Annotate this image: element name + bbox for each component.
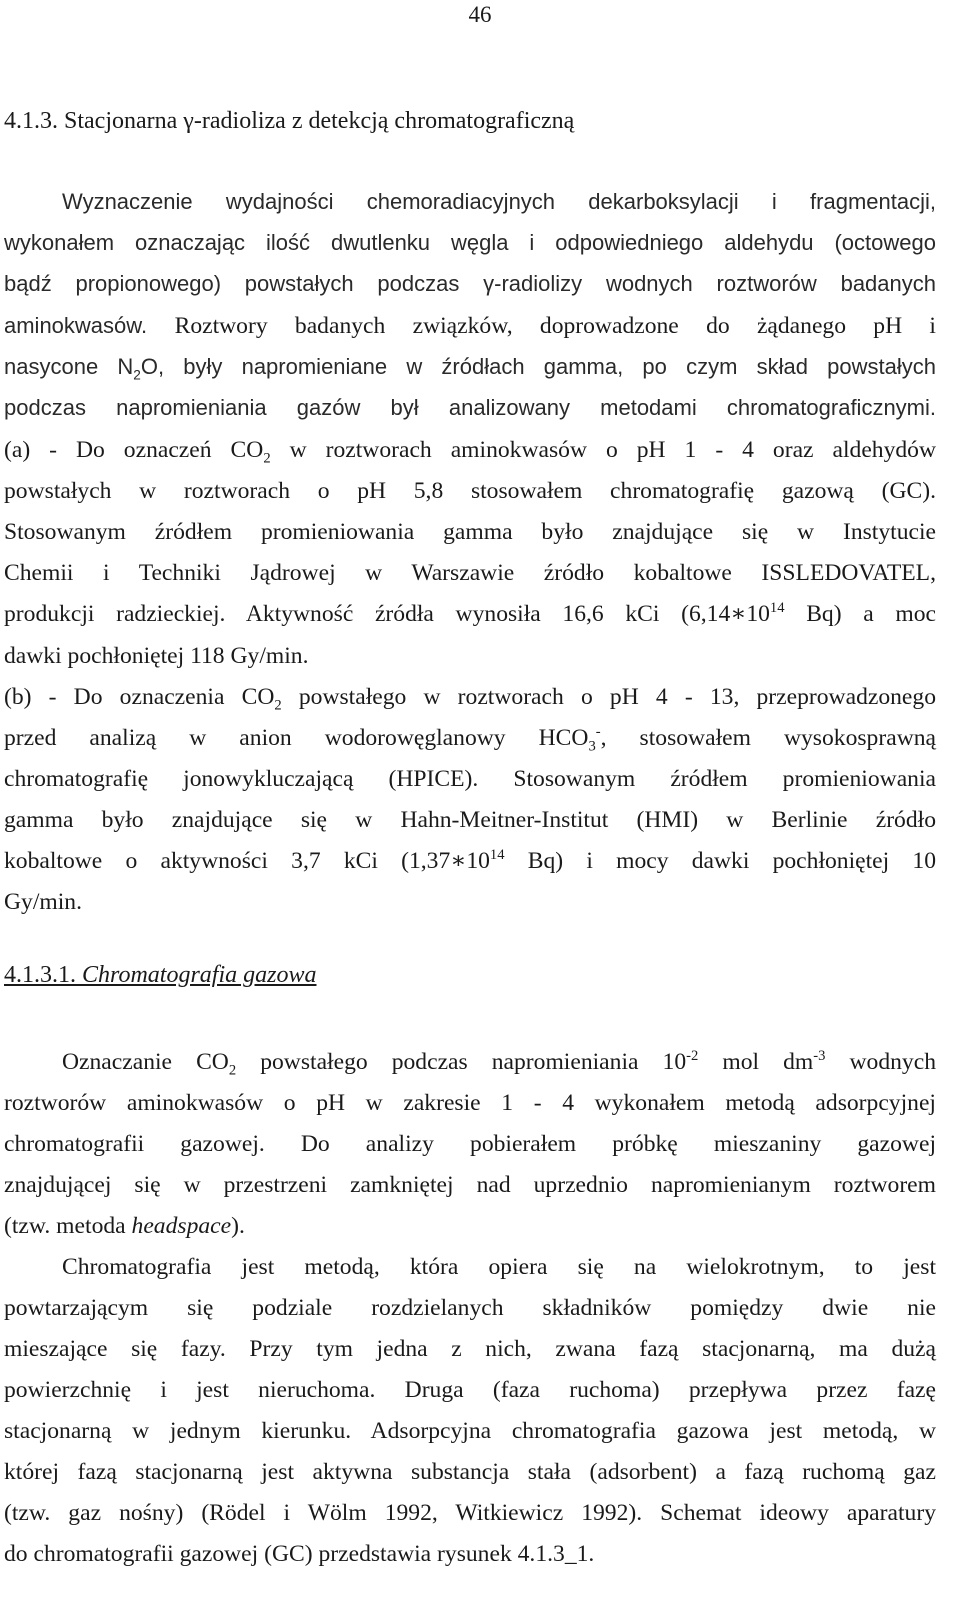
- superscript: -2: [686, 1048, 699, 1065]
- text-line: gamma było znajdujące się w Hahn-Meitner-Institut (HMI) w Berlinie źródło: [4, 807, 936, 833]
- superscript: 14: [489, 847, 505, 864]
- text-run: mol dm: [698, 1049, 814, 1075]
- text-line: [4, 594, 936, 634]
- text-line: chromatografię jonowykluczającą (HPICE). Stosowanym źródłem promieniowania: [4, 766, 936, 792]
- text-run: , stosowałem wysokosprawną: [600, 725, 936, 751]
- text-line: [4, 430, 936, 470]
- multiply-sign: ∗: [450, 848, 467, 874]
- text-run: 10: [746, 601, 770, 627]
- text-line: [4, 677, 936, 717]
- text-run: produkcji radzieckiej. Aktywność źródła wynosiła 16,6 kCi (6,14: [4, 601, 731, 627]
- text-run: 10: [466, 848, 490, 874]
- text-line: Gy/min.: [4, 889, 82, 915]
- text-run: (tzw. metoda: [4, 1213, 132, 1239]
- text-run: Oznaczanie CO: [62, 1049, 229, 1075]
- page-number: 46: [468, 2, 492, 27]
- text-run: O, były napromieniane w źródłach gamma, po czym skład powstałych: [140, 354, 936, 379]
- text-line: [4, 718, 936, 758]
- superscript: 14: [769, 600, 785, 617]
- text-line: [4, 306, 936, 346]
- subsection-number: 4.1.3.1.: [4, 962, 82, 988]
- text-line: stacjonarną w jednym kierunku. Adsorpcyjna chromatografia gazowa jest metodą, w: [4, 1418, 936, 1444]
- text-line: Stosowanym źródłem promieniowania gamma było znajdujące się w Instytucie: [4, 519, 936, 545]
- text-line: [4, 841, 936, 881]
- text-line: mieszające się fazy. Przy tym jedna z nich, zwana fazą stacjonarną, ma dużą: [4, 1336, 936, 1362]
- subsection-title: Chromatografia gazowa: [82, 962, 317, 988]
- text-line: Chemii i Techniki Jądrowej w Warszawie źródło kobaltowe ISSLEDOVATEL,: [4, 560, 936, 586]
- subscript: 2: [228, 1062, 237, 1079]
- text-line: [4, 1206, 936, 1246]
- text-run: Bq) a moc: [784, 601, 936, 627]
- text-line: chromatografii gazowej. Do analizy pobierałem próbkę mieszaniny gazowej: [4, 1131, 936, 1157]
- multiply-sign: ∗: [730, 601, 747, 627]
- text-run: powstałego podczas napromieniania 10: [236, 1049, 687, 1075]
- text-line: powierzchnię i jest nieruchoma. Druga (faza ruchoma) przepływa przez fazę: [4, 1377, 936, 1403]
- text-line: [4, 347, 936, 387]
- text-line: znajdującej się w przestrzeni zamkniętej nad uprzednio napromienianym roztworem: [4, 1172, 936, 1198]
- text-line: wykonałem oznaczając ilość dwutlenku węgla i odpowiedniego aldehydu (octowego: [4, 230, 936, 255]
- text-line: powstałych w roztworach o pH 5,8 stosowałem chromatografię gazową (GC).: [4, 478, 936, 504]
- text-run: aminokwasów.: [4, 313, 148, 338]
- subscript: 2: [133, 367, 141, 383]
- text-run: ).: [231, 1213, 245, 1239]
- subscript: 2: [274, 697, 282, 714]
- text-run: powstałego w roztworach o pH 4 - 13, przeprowadzonego: [281, 684, 936, 710]
- text-run: w roztworach aminokwasów o pH 1 - 4 oraz aldehydów: [270, 437, 937, 463]
- text-run: nasycone N: [4, 354, 134, 379]
- text-line: do chromatografii gazowej (GC) przedstawia rysunek 4.1.3_1.: [4, 1541, 595, 1567]
- text-line: bądź propionowego) powstałych podczas γ-radiolizy wodnych roztworów badanych: [4, 271, 936, 296]
- text-run: przed analizą w anion wodorowęglanowy HCO: [4, 725, 589, 751]
- text-line: (tzw. gaz nośny) (Rödel i Wölm 1992, Witkiewicz 1992). Schemat ideowy aparatury: [4, 1500, 936, 1526]
- subsection-heading: [4, 962, 316, 989]
- section-heading: 4.1.3. Stacjonarna γ-radioliza z detekcją chromatograficzną: [4, 108, 575, 134]
- text-run: wodnych: [825, 1049, 936, 1075]
- text-line: dawki pochłoniętej 118 Gy/min.: [4, 643, 309, 669]
- text-line: której fazą stacjonarną jest aktywna substancja stała (adsorbent) a fazą ruchomą gaz: [4, 1459, 936, 1485]
- text-line: Wyznaczenie wydajności chemoradiacyjnych dekarboksylacji i fragmentacji,: [62, 189, 936, 214]
- superscript: -: [595, 724, 601, 741]
- text-run: (b) - Do oznaczenia CO: [4, 684, 275, 710]
- text-line: podczas napromieniania gazów był analizowany metodami chromatograficznymi.: [4, 395, 936, 420]
- text-run: Roztwory badanych związków, doprowadzone do żądanego pH i: [174, 313, 936, 339]
- text-run: kobaltowe o aktywności 3,7 kCi (1,37: [4, 848, 451, 874]
- text-line: roztworów aminokwasów o pH w zakresie 1 - 4 wykonałem metodą adsorpcyjnej: [4, 1090, 936, 1116]
- text-line: powtarzającym się podziale rozdzielanych składników pomiędzy dwie nie: [4, 1295, 936, 1321]
- text-run: (a) - Do oznaczeń CO: [4, 437, 264, 463]
- subscript: 3: [588, 738, 596, 755]
- text-line: Chromatografia jest metodą, która opiera się na wielokrotnym, to jest: [62, 1254, 936, 1280]
- text-line: [4, 1042, 936, 1082]
- text-run: Bq) i mocy dawki pochłoniętej 10: [504, 848, 936, 874]
- italic-term: headspace: [131, 1213, 232, 1239]
- subscript: 2: [263, 450, 271, 467]
- superscript: -3: [813, 1048, 826, 1065]
